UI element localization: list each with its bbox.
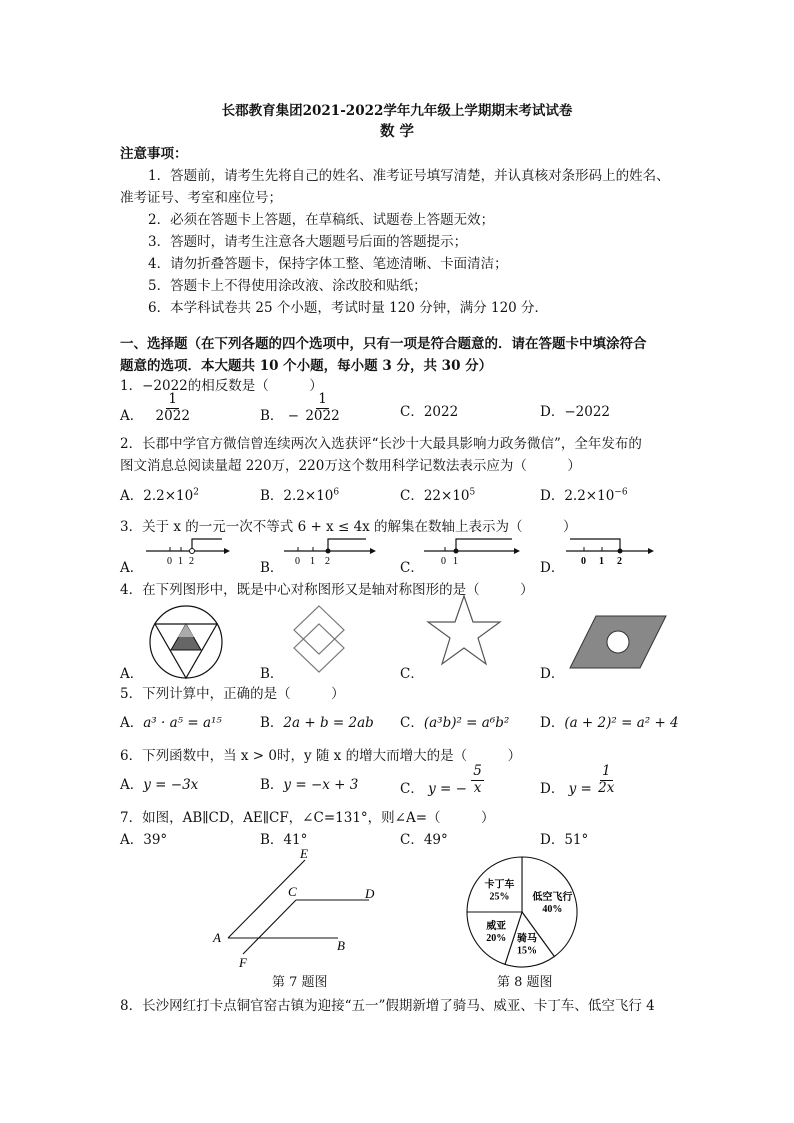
option-d: D． y = $\frac{1}{2x}$ bbox=[540, 763, 615, 797]
pie-category-label: 低空飞行 bbox=[532, 892, 573, 904]
svg-text:D: D bbox=[365, 886, 375, 901]
option-c: C．$22\times 10^5$ bbox=[400, 487, 476, 504]
svg-text:1: 1 bbox=[453, 556, 458, 567]
option-b: B．2a + b = 2ab bbox=[260, 715, 374, 731]
option-b: B．$2.2\times 10^6$ bbox=[260, 487, 340, 504]
option-c: C． bbox=[400, 666, 424, 682]
figure-8-caption: 第 8 题图 bbox=[497, 975, 553, 990]
note-item: 4．请勿折叠答题卡，保持字体工整、笔迹清晰、卡面清洁； bbox=[148, 256, 508, 272]
svg-text:E: E bbox=[300, 846, 308, 861]
option-c: C．2022 bbox=[400, 404, 459, 420]
svg-text:F: F bbox=[239, 955, 247, 970]
option-a: A．y = −3x bbox=[120, 777, 199, 793]
pie-category-label: 卡丁车 bbox=[484, 879, 515, 891]
pie-category-label: 骑马 bbox=[516, 933, 537, 945]
svg-text:2: 2 bbox=[325, 556, 330, 567]
note-item: 2．必须在答题卡上答题，在草稿纸、试题卷上答题无效； bbox=[148, 212, 495, 228]
svg-text:2: 2 bbox=[617, 556, 622, 567]
note-item: 1．答题前，请考生先将自己的姓名、准考证号填写清楚，并认真核对条形码上的姓名、 bbox=[148, 168, 670, 184]
svg-text:0: 0 bbox=[441, 556, 446, 567]
pie-value-label: 40% bbox=[542, 904, 563, 916]
option-b: B． − $\frac{1}{2022}$ bbox=[260, 391, 340, 424]
svg-text:2: 2 bbox=[189, 556, 194, 567]
option-a: A．$2.2\times 10^2$ bbox=[120, 487, 199, 504]
option-d: D． bbox=[540, 560, 565, 576]
pie-value-label: 20% bbox=[486, 932, 507, 944]
option-a: A．39° bbox=[120, 832, 168, 848]
pie-value-label: 15% bbox=[516, 945, 537, 957]
svg-text:1: 1 bbox=[178, 556, 183, 567]
option-d: D．51° bbox=[540, 832, 589, 848]
question-stem: 1．−2022的相反数是（ ） bbox=[120, 378, 323, 394]
option-a: A． $\frac{1}{2022}$ bbox=[120, 391, 190, 424]
question-stem: 6．下列函数中，当 x > 0时，y 随 x 的增大而增大的是（ ） bbox=[120, 748, 522, 764]
figure-7-caption: 第 7 题图 bbox=[272, 975, 328, 990]
option-a: A． bbox=[120, 560, 144, 576]
svg-text:1: 1 bbox=[599, 556, 604, 567]
svg-text:1: 1 bbox=[310, 556, 315, 567]
pie-category-label: 威亚 bbox=[486, 920, 507, 932]
question-stem: 3．关于 x 的一元一次不等式 6 + x ≤ 4x 的解集在数轴上表示为（ ） bbox=[120, 519, 577, 535]
question-stem: 4．在下列图形中，既是中心对称图形又是轴对称图形的是（ ） bbox=[120, 582, 534, 598]
note-item: 6．本学科试卷共 25 个小题，考试时量 120 分钟，满分 120 分． bbox=[148, 300, 549, 316]
option-b: B． bbox=[260, 560, 284, 576]
figure-circle-triangles bbox=[148, 604, 224, 680]
figure-diamonds bbox=[284, 604, 354, 676]
figure-star bbox=[426, 594, 502, 668]
question-stem: 7．如图，AB∥CD，AE∥CF，∠C=131°，则∠A=（ ） bbox=[120, 810, 495, 826]
note-item: 5．答题卡上不得使用涂改液、涂改胶和贴纸； bbox=[148, 278, 427, 294]
option-d: D．(a + 2)² = a² + 4 bbox=[540, 715, 679, 731]
option-d: D．−2022 bbox=[540, 404, 610, 420]
number-line-a bbox=[140, 534, 230, 568]
pie-value-label: 25% bbox=[489, 891, 510, 903]
question-stem: 8．长沙网红打卡点铜官窑古镇为迎接“五一”假期新增了骑马、威亚、卡丁车、低空飞行 4 bbox=[120, 998, 655, 1014]
figure-8-pie-chart bbox=[464, 854, 580, 970]
option-a: A．a³ · a⁵ = a¹⁵ bbox=[120, 715, 222, 731]
figure-7-parallel-lines bbox=[205, 846, 385, 970]
number-line-d bbox=[562, 534, 654, 568]
question-stem: 2．长郡中学官方微信曾连续两次入选获评“长沙十大最具影响力政务微信”，全年发布的 bbox=[120, 436, 642, 452]
option-c: C． y = − $\frac{5}{x}$ bbox=[400, 763, 482, 797]
svg-text:0: 0 bbox=[167, 556, 172, 567]
svg-text:A: A bbox=[213, 930, 221, 945]
option-b: B．41° bbox=[260, 832, 308, 848]
option-a: A． bbox=[120, 666, 144, 682]
option-d: D． bbox=[540, 666, 565, 682]
option-b: B． bbox=[260, 666, 284, 682]
question-stem: 图文消息总阅读量超 220万，220万这个数用科学记数法表示应为（ ） bbox=[120, 458, 581, 474]
subject-title: 数 学 bbox=[379, 123, 415, 140]
notes-heading: 注意事项： bbox=[120, 146, 188, 162]
svg-text:B: B bbox=[337, 938, 345, 953]
svg-text:C: C bbox=[288, 884, 297, 899]
svg-text:0: 0 bbox=[295, 556, 300, 567]
exam-title: 长郡教育集团2021-2022学年九年级上学期期末考试试卷 bbox=[221, 103, 573, 119]
number-line-b bbox=[280, 534, 376, 568]
note-item: 准考证号、考室和座位号； bbox=[120, 190, 282, 206]
section-heading: 题意的选项．本大题共 10 个小题，每小题 3 分，共 30 分） bbox=[120, 358, 493, 374]
option-c: C．49° bbox=[400, 832, 448, 848]
svg-text:0: 0 bbox=[581, 556, 586, 567]
option-d: D．$2.2\times 10^{-6}$ bbox=[540, 487, 628, 504]
question-stem: 5．下列计算中，正确的是（ ） bbox=[120, 686, 345, 702]
option-c: C．(a³b)² = a⁶b² bbox=[400, 715, 510, 731]
figure-parallelogram bbox=[568, 612, 668, 672]
section-heading: 一、选择题（在下列各题的四个选项中，只有一项是符合题意的．请在答题卡中填涂符合 bbox=[120, 336, 647, 352]
note-item: 3．答题时，请考生注意各大题题号后面的答题提示； bbox=[148, 234, 468, 250]
option-b: B．y = −x + 3 bbox=[260, 777, 359, 793]
option-c: C． bbox=[400, 560, 424, 576]
number-line-c bbox=[420, 534, 520, 568]
